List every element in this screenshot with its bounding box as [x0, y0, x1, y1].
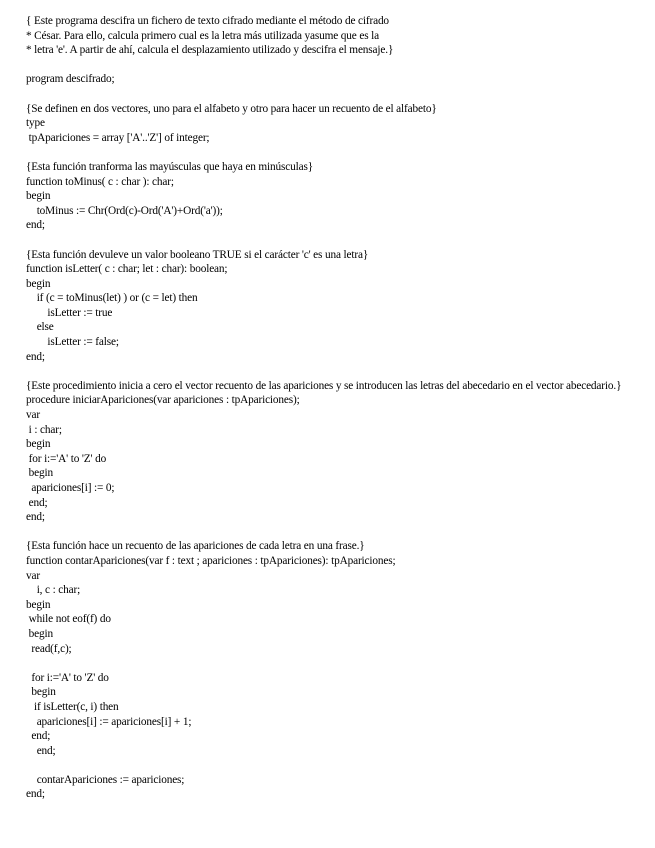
code-line: * César. Para ello, calcula primero cual es la letra más utilizada yasume que es la [26, 29, 379, 42]
code-line: isLetter := true [26, 306, 113, 319]
code-line: tpApariciones = array ['A'..'Z'] of integer; [26, 131, 210, 144]
code-line: isLetter := false; [26, 336, 119, 349]
code-line: function toMinus( c : char ): char; [26, 175, 174, 188]
code-line: end; [26, 744, 56, 757]
code-line: end; [26, 219, 45, 232]
blank-line [26, 525, 641, 540]
code-line: end; [26, 788, 45, 801]
code-line: function isLetter( c : char; let : char): boolean; [26, 263, 228, 276]
code-line: i, c : char; [26, 584, 81, 597]
code-line: var [26, 569, 40, 582]
code-line: type [26, 117, 45, 130]
code-line: for i:='A' to 'Z' do [26, 452, 107, 465]
code-line: contarApariciones := apariciones; [26, 773, 185, 786]
code-line: program descifrado; [26, 73, 115, 86]
blank-line [26, 87, 641, 102]
blank-line [26, 656, 641, 671]
code-line: begin [26, 277, 51, 290]
code-line: end; [26, 496, 48, 509]
code-line: begin [26, 686, 56, 699]
blank-line [26, 364, 641, 379]
code-line: begin [26, 467, 54, 480]
code-line: {Esta función hace un recuento de las apariciones de cada letra en una frase.} [26, 540, 365, 553]
document-text [26, 14, 641, 802]
code-line: apariciones[i] := apariciones[i] + 1; [26, 715, 192, 728]
code-line: var [26, 409, 40, 422]
code-line: { Este programa descifra un fichero de texto cifrado mediante el método de cifrado [26, 15, 389, 27]
code-line: procedure iniciarApariciones(var apariciones : tpApariciones); [26, 394, 300, 407]
code-line: for i:='A' to 'Z' do [26, 671, 109, 684]
code-line: function contarApariciones(var f : text ; apariciones : tpApariciones): tpApariciones; [26, 554, 396, 567]
code-line: read(f,c); [26, 642, 72, 655]
code-line: * letra 'e'. A partir de ahí, calcula el desplazamiento utilizado y descifra el mensaje.} [26, 44, 394, 57]
code-line: while not eof(f) do [26, 613, 111, 626]
code-line: if (c = toMinus(let) ) or (c = let) then [26, 292, 198, 305]
code-line: else [26, 321, 54, 334]
blank-line [26, 233, 641, 248]
code-line: begin [26, 627, 54, 640]
code-line: end; [26, 730, 51, 743]
blank-line [26, 758, 641, 773]
code-line: {Se definen en dos vectores, uno para el alfabeto y otro para hacer un recuento de el alfabeto} [26, 102, 437, 115]
code-line: {Este procedimiento inicia a cero el vector recuento de las apariciones y se introducen las letras del abecedario en el vector abecedario.} [26, 379, 622, 392]
code-line: begin [26, 190, 51, 203]
code-line: apariciones[i] := 0; [26, 482, 115, 494]
code-line: {Esta función devuleve un valor booleano TRUE si el carácter 'c' es una letra} [26, 248, 369, 261]
code-line: end; [26, 511, 45, 524]
blank-line [26, 58, 641, 73]
code-line: begin [26, 598, 51, 611]
code-line: {Esta función tranforma las mayúsculas que haya en minúsculas} [26, 160, 314, 173]
code-line: begin [26, 438, 51, 451]
code-line: toMinus := Chr(Ord(c)-Ord('A')+Ord('a')); [26, 204, 223, 217]
code-line: i : char; [26, 423, 62, 436]
blank-line [26, 145, 641, 160]
code-line: if isLetter(c, i) then [26, 700, 119, 713]
code-line: end; [26, 350, 45, 363]
